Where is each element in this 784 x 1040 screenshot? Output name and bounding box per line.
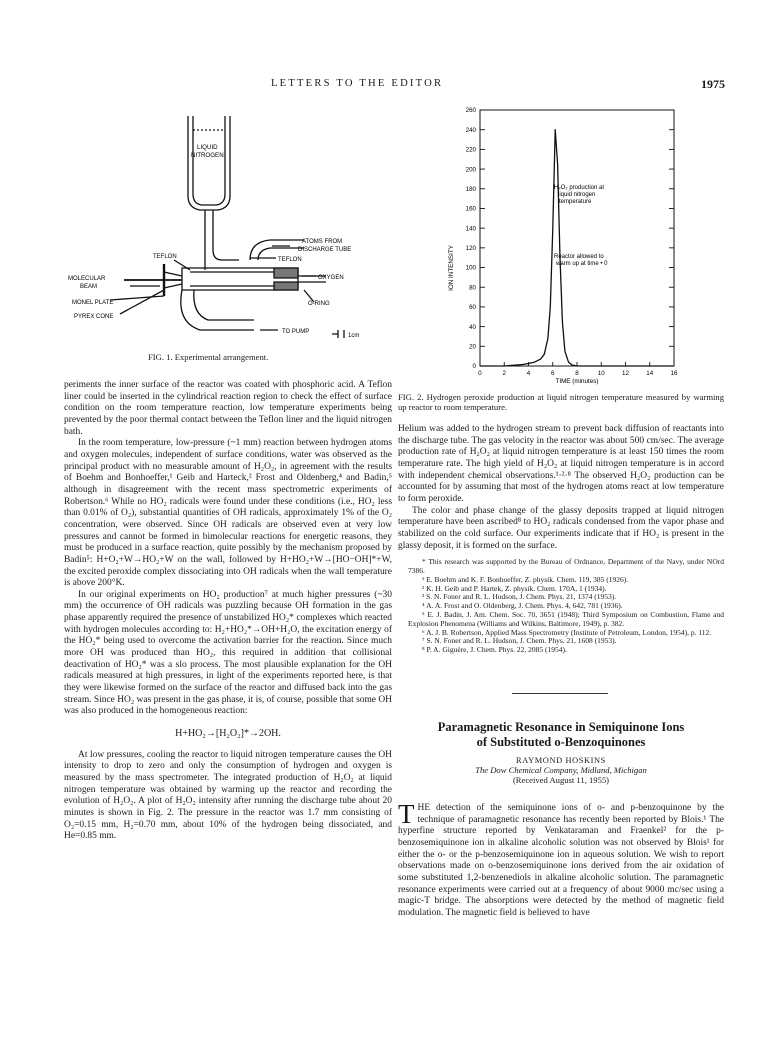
figure-1 (64, 100, 394, 350)
footnote: ⁸ P. A. Giguère, J. Chem. Phys. 22, 2085 (1954). (422, 645, 567, 655)
y-tick-label: 240 (465, 126, 476, 134)
footnote: ¹ E. Boehm and K. F. Bonhoeffer, Z. physik. Chem. 119, 385 (1926). (422, 574, 629, 584)
footnote: ⁵ E. J. Badin, J. Am. Chem. Soc. 70, 3651 (1948); Third Symposium on Combustion, Flame and Explosion Phenomena (Williams and Wilkins, Baltimore, 1949), p. 382. (408, 610, 724, 628)
footnote: ⁴ A. A. Frost and O. Oldenberg, J. Chem. Phys. 4, 642, 781 (1936). (422, 601, 623, 611)
annotation-2-line1: Reactor allowed to (554, 254, 604, 260)
footnote: ⁷ S. N. Foner and R. L. Hudson, J. Chem. Phys. 21, 1608 (1953). (422, 636, 617, 646)
article-author: RAYMOND HOSKINS (516, 756, 606, 765)
fig1-label-teflon-left: TEFLON (153, 254, 177, 260)
article-heading (398, 720, 724, 785)
fig1-label-to-pump: TO PUMP (282, 329, 310, 335)
y-tick-label-zero: 0 (472, 363, 476, 370)
fig1-label-o-ring: O-RING (308, 301, 330, 307)
article-body (398, 799, 724, 920)
chart-ylabel: ION INTENSITY (448, 245, 455, 291)
left-paragraph-3: In our original experiments on HO₂ production⁷ at much higher pressures (~30 mm) the occurrence of OH radicals was puzzling because OH formation in the gas phase apparently required the presence of unstabilized HO₂* complexes which reacted with hydrogen molecules according to: H₂+HO₂*→OH+H₂O, the excitation energy of the HO₂* being used to overcome the activation barrier for the reaction. Since much more OH was produced than HO₂, this required in addition that collisional deactivation of HO₂* was a slo process. The most plausible explanation for the OH radicals measured at high pressures, in light of the experiments reported here, is that they were likewise formed on the surface of the reactor and diffused back into the gas stream. Since HO₂ was present in the gas phase, it is, of course, possible that some OH was also produced in the homogeneous reaction: (64, 589, 392, 717)
y-tick-label: 40 (469, 323, 476, 331)
y-tick-label: 180 (465, 185, 476, 193)
fig1-label-monel-plate: MONEL PLATE (72, 300, 114, 306)
y-tick-label: 160 (465, 205, 476, 213)
article-title-line1: Paramagnetic Resonance in Semiquinone Ions (437, 720, 685, 734)
article-separator (512, 693, 608, 694)
x-tick-label: 16 (670, 370, 678, 377)
page-header (0, 78, 784, 94)
fig2-caption: FIG. 2. Hydrogen peroxide production at liquid nitrogen temperature measured by warming up reactor to room temperature. (398, 392, 724, 412)
chart-annotation-1 (554, 185, 604, 205)
y-tick-label: 220 (465, 146, 476, 154)
series-line-h2o2 (480, 130, 674, 366)
annotation-1-line3: temperature (559, 199, 592, 205)
apparatus-diagram (64, 100, 394, 350)
annotation-1-line1: H₂O₂ production at (554, 185, 605, 191)
fig1-label-pyrex-cone: PYREX CONE (74, 314, 114, 320)
chart-xlabel: TIME (minutes) (555, 378, 599, 385)
annotation-2-line2: warm up at time • 0 (556, 261, 608, 267)
footnote: ² K. H. Geib and P. Hartek, Z. physik. Chem. 170A, 1 (1934). (422, 583, 607, 593)
footnote: * This research was supported by the Bureau of Ordnance, Department of the Navy, under NOrd 7386. (408, 557, 724, 576)
y-tick-label: 20 (469, 343, 476, 351)
fig1-label-nitrogen: NITROGEN (191, 152, 224, 159)
y-tick-label: 140 (465, 225, 476, 233)
right-column (398, 424, 724, 655)
article-body-text: HE detection of the semiquinone ions of o- and p-benzoquinone by the technique of paramagnetic resonance has recently been reported by Blois.¹ The hyperfine structure reported by Venkataraman and Fraenkel² for the p-benzosemiquinone ion in alkaline alcoholic solution was not observed by Blois¹ for either the o- or the p-benzosemiquinone ion in aqueous solution. We wish to report observations made on o-benzosemiquinone ions derived from the air oxidation of some substituted 1,2-benzenediols in alkaline alcoholic solution. The paramagnetic resonance experiments were carried out at a frequency of about 9000 mc/sec using a magic-T bridge. The absorptions were detected by the method of magnetic field modulation. The magnetic field is believed to have (398, 803, 724, 918)
y-tick-label: 120 (465, 245, 476, 253)
fig1-label-liquid: LIQUID (197, 144, 218, 151)
article-affiliation: The Dow Chemical Company, Midland, Michigan (475, 765, 647, 775)
y-tick-label: 100 (465, 264, 476, 272)
fig1-label-teflon-right: TEFLON (278, 257, 302, 263)
x-tick-label: 10 (597, 370, 605, 377)
y-tick-label: 60 (469, 304, 476, 312)
x-tick-label: 0 (478, 370, 482, 377)
x-tick-label: 2 (502, 370, 506, 377)
right-paragraph-1: Helium was added to the hydrogen stream to prevent back diffusion of reactants into the discharge tube. The gas velocity in the reactor was about 500 cm/sec. The average production rate of H₂O₂ at liquid nitrogen temperature is at least 150 times the room temperature rate. The high yield of H₂O₂ at liquid nitrogen temperature is in accord with independent chemical observations.¹·²·⁸ The observed H₂O₂ production can be accounted for by assuming that most of the hydrogen atoms react at low temperature to form peroxide. (398, 424, 724, 504)
left-paragraph-4: At low pressures, cooling the reactor to liquid nitrogen temperature causes the OH intensity to drop to zero and only the consumption of hydrogen and oxygen is measured by the mass spectrometer. The integrated production of H₂O₂ at liquid nitrogen temperature was obtained by warming up the reactor and recording the evolution of H₂O₂. A plot of H₂O₂ intensity after running the discharge tube about 20 minutes is shown in Fig. 2. The pressure in the reactor was 1.7 mm consisting of O₂=0.15 mm, H₂=0.70 mm, about 10% of the hydrogen being dissociated, and He=0.85 mm. (64, 749, 392, 842)
fig1-label-discharge-tube: DISCHARGE TUBE (298, 247, 352, 253)
figure-2 (404, 98, 724, 394)
equation: H+HO₂→[H₂O₂]*→2OH. (175, 728, 281, 740)
h2o2-chart (404, 98, 724, 394)
fig1-label-molecular: MOLECULAR (68, 276, 106, 282)
fig1-label-oxygen: OXYGEN (318, 275, 344, 281)
footnote: ³ S. N. Foner and R. L. Hudson, J. Chem. Phys. 21, 1374 (1953). (422, 592, 617, 602)
page-number: 1975 (701, 77, 725, 91)
x-tick-label: 8 (575, 370, 579, 377)
chart-plot-frame (480, 110, 674, 366)
fig1-label-scale: 1cm (348, 333, 360, 339)
fig1-label-atoms-from: ATOMS FROM (302, 239, 343, 245)
article-title-line2: of Substituted o-Benzoquinones (476, 735, 646, 749)
drop-cap: T (398, 799, 415, 829)
fig1-caption: FIG. 1. Experimental arrangement. (148, 352, 269, 362)
x-tick-label: 6 (551, 370, 555, 377)
x-tick-label: 12 (622, 370, 629, 377)
chart-annotation-2 (554, 254, 608, 267)
x-tick-label: 14 (646, 370, 654, 377)
x-tick-label: 4 (526, 370, 531, 377)
running-head: LETTERS TO THE EDITOR (271, 78, 444, 89)
footnotes (398, 558, 724, 655)
y-tick-label: 260 (465, 107, 476, 115)
fig1-label-beam: BEAM (80, 284, 98, 290)
right-paragraph-2: The color and phase change of the glassy deposits trapped at liquid nitrogen temperature have been ascribed⁸ to HO₂ radicals condensed from the vapor phase and stabilized on the cold surface. Our experiments indicate that if HO₂ is present in the glassy deposit, it is formed on the surface. (398, 505, 724, 551)
y-tick-label: 200 (465, 166, 476, 174)
left-paragraph-1: periments the inner surface of the reactor was coated with phosphoric acid. A Teflon liner could be inserted in the cylindrical reaction region to check the effect of surface condition on the room temperature reaction, low temperature experiments being prevented by the poor thermal contact between the Teflon liner and the liquid nitrogen bath. (64, 380, 392, 437)
left-column (64, 380, 392, 843)
y-tick-label: 80 (469, 284, 476, 292)
left-paragraph-2: In the room temperature, low-pressure (~1 mm) reaction between hydrogen atoms and oxygen molecules, independent of surface conditions, water was observed as the principal product with no measurable amount of H₂O₂, in agreement with the results of Boehm and Bonhoeffer,¹ Geib and Harteck,² Frost and Oldenberg,⁴ and Badin,⁵ although in disagreement with the recent mass spectrometric experiments of Robertson.⁶ While no HO₂ radicals were found under these conditions (i.e., HO₂ less than 0.01% of O₂), substantial quantities of OH radicals, approximately 1% of the O₂ concentration, were observed. Since OH radicals are observed even at very low pressures and cannot be formed in bimolecular reactions for energetic reasons, they must be produced in a surface reaction, quite possibly by the mechanism proposed by Badin⁵: H+O₂+W→HO₂+W on the wall, followed by H+HO₂+W→[HO−OH]*+W, the excited peroxide complex dissociating into OH radicals when the wall temperature is above 200°K. (64, 438, 392, 589)
article-received: (Received August 11, 1955) (512, 775, 610, 785)
annotation-1-line2: liquid nitrogen (558, 192, 596, 198)
footnote: ⁶ A. J. B. Robertson, Applied Mass Spectrometry (Institute of Petroleum, London, 1954), p. 112. (422, 627, 712, 637)
